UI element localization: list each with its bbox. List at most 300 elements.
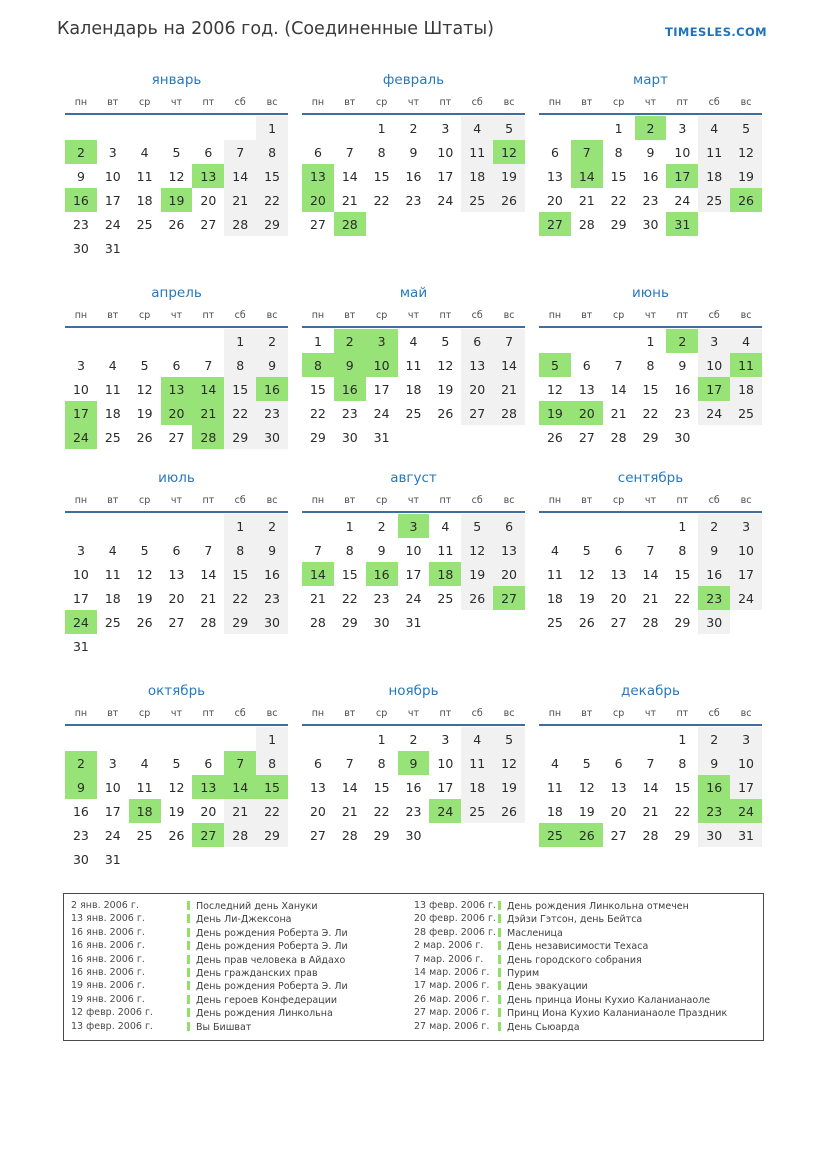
day-cell: 21 bbox=[341, 192, 358, 208]
day-cell: 16 bbox=[405, 168, 422, 184]
day-cell: 10 bbox=[730, 538, 762, 562]
day-cell: 30 bbox=[698, 610, 730, 634]
day-cell: 21 bbox=[642, 590, 659, 606]
month-row-3 bbox=[65, 470, 762, 658]
legend-date: 7 мар. 2006 г. bbox=[414, 953, 484, 965]
day-cell: 19 bbox=[437, 381, 454, 397]
day-cell: 29 bbox=[224, 610, 256, 634]
legend-name-cell bbox=[187, 994, 414, 1007]
weekday-label: ср bbox=[376, 310, 388, 321]
day-cell: 15 bbox=[341, 566, 358, 582]
legend-row bbox=[71, 954, 763, 967]
day-cell: 7 bbox=[224, 751, 256, 775]
day-cell: 8 bbox=[377, 144, 386, 160]
day-cell: 6 bbox=[204, 755, 213, 771]
day-cell: 16 bbox=[642, 168, 659, 184]
day-cell: 26 bbox=[571, 823, 603, 847]
empty-cell bbox=[192, 727, 224, 751]
days-grid bbox=[65, 514, 288, 658]
legend-name-cell bbox=[498, 980, 763, 993]
day-cell: 4 bbox=[461, 727, 493, 751]
header-rule bbox=[539, 113, 762, 115]
holiday-name: День эвакуации bbox=[507, 981, 588, 993]
day-cell: 28 bbox=[610, 429, 627, 445]
day-cell: 14 bbox=[302, 562, 334, 586]
day-cell: 17 bbox=[373, 381, 390, 397]
weekday-label: сб bbox=[234, 495, 246, 506]
day-cell: 7 bbox=[313, 542, 322, 558]
day-cell: 17 bbox=[698, 377, 730, 401]
weekday-header bbox=[65, 495, 288, 511]
day-cell: 18 bbox=[461, 164, 493, 188]
weekday-label: ср bbox=[376, 97, 388, 108]
legend-name-cell bbox=[498, 913, 763, 926]
holiday-tick-icon bbox=[498, 981, 501, 990]
day-cell: 5 bbox=[730, 116, 762, 140]
empty-cell bbox=[65, 329, 97, 353]
weekday-label: пт bbox=[676, 495, 689, 506]
day-cell: 31 bbox=[373, 429, 390, 445]
day-cell: 2 bbox=[409, 731, 418, 747]
day-cell: 16 bbox=[698, 775, 730, 799]
page-title: Календарь на 2006 год. (Соединенные Штаты) bbox=[57, 19, 495, 39]
weekday-label: чт bbox=[407, 97, 420, 108]
weekday-label: вт bbox=[107, 495, 119, 506]
day-cell: 27 bbox=[610, 827, 627, 843]
weekday-label: ср bbox=[376, 708, 388, 719]
empty-cell bbox=[539, 329, 571, 353]
day-cell: 1 bbox=[678, 518, 687, 534]
day-cell: 19 bbox=[136, 405, 153, 421]
day-cell: 3 bbox=[678, 120, 687, 136]
day-cell: 17 bbox=[104, 803, 121, 819]
day-cell: 9 bbox=[256, 353, 288, 377]
month-row-1 bbox=[65, 72, 762, 260]
day-cell: 28 bbox=[224, 212, 256, 236]
empty-cell bbox=[192, 329, 224, 353]
weekday-header bbox=[539, 495, 762, 511]
legend-date: 19 янв. 2006 г. bbox=[71, 980, 145, 992]
day-cell: 17 bbox=[437, 779, 454, 795]
day-cell: 9 bbox=[646, 144, 655, 160]
day-cell: 17 bbox=[65, 401, 97, 425]
legend-name-cell bbox=[498, 927, 763, 940]
day-cell: 27 bbox=[168, 614, 185, 630]
day-cell: 11 bbox=[730, 353, 762, 377]
month-title: апрель bbox=[151, 285, 202, 301]
day-cell: 10 bbox=[698, 353, 730, 377]
day-cell: 21 bbox=[341, 803, 358, 819]
day-cell: 8 bbox=[302, 353, 334, 377]
day-cell: 17 bbox=[405, 566, 422, 582]
day-cell: 11 bbox=[546, 566, 563, 582]
day-cell: 4 bbox=[140, 755, 149, 771]
day-cell: 26 bbox=[136, 429, 153, 445]
empty-cell bbox=[161, 329, 193, 353]
legend-name-cell bbox=[498, 1021, 763, 1034]
weekday-label: пн bbox=[74, 97, 88, 108]
empty-cell bbox=[129, 329, 161, 353]
day-cell: 28 bbox=[192, 425, 224, 449]
day-cell: 2 bbox=[65, 140, 97, 164]
day-cell: 25 bbox=[104, 429, 121, 445]
day-cell: 13 bbox=[546, 168, 563, 184]
day-cell: 3 bbox=[76, 542, 85, 558]
day-cell: 26 bbox=[168, 827, 185, 843]
empty-cell bbox=[97, 727, 129, 751]
day-cell: 25 bbox=[104, 614, 121, 630]
day-cell: 26 bbox=[493, 799, 525, 823]
legend-name-cell bbox=[498, 900, 763, 913]
weekday-label: пт bbox=[676, 97, 689, 108]
legend-date: 26 мар. 2006 г. bbox=[414, 993, 490, 1005]
weekday-label: пт bbox=[439, 495, 452, 506]
empty-cell bbox=[65, 116, 97, 140]
weekday-label: ср bbox=[613, 495, 625, 506]
legend-name-cell bbox=[187, 1007, 414, 1020]
day-cell: 6 bbox=[172, 542, 181, 558]
legend-date: 28 февр. 2006 г. bbox=[414, 926, 496, 938]
day-cell: 28 bbox=[642, 827, 659, 843]
day-cell: 29 bbox=[674, 827, 691, 843]
day-cell: 19 bbox=[578, 803, 595, 819]
day-cell: 19 bbox=[730, 164, 762, 188]
day-cell: 18 bbox=[104, 405, 121, 421]
legend-name-cell bbox=[187, 954, 414, 967]
header-rule bbox=[302, 113, 525, 115]
weekday-label: пт bbox=[676, 708, 689, 719]
day-cell: 17 bbox=[730, 562, 762, 586]
day-cell: 29 bbox=[256, 823, 288, 847]
day-cell: 3 bbox=[108, 144, 117, 160]
day-cell: 24 bbox=[104, 216, 121, 232]
days-grid bbox=[539, 329, 762, 449]
day-cell: 4 bbox=[108, 357, 117, 373]
weekday-label: вс bbox=[740, 708, 752, 719]
day-cell: 12 bbox=[136, 381, 153, 397]
weekday-label: чт bbox=[644, 495, 657, 506]
day-cell: 1 bbox=[646, 333, 655, 349]
day-cell: 27 bbox=[168, 429, 185, 445]
day-cell: 12 bbox=[578, 779, 595, 795]
day-cell: 30 bbox=[72, 851, 89, 867]
day-cell: 16 bbox=[256, 562, 288, 586]
weekday-header bbox=[539, 97, 762, 113]
day-cell: 24 bbox=[373, 405, 390, 421]
empty-cell bbox=[224, 727, 256, 751]
weekday-label: сб bbox=[708, 708, 720, 719]
day-cell: 30 bbox=[256, 425, 288, 449]
month-block bbox=[539, 285, 762, 449]
header-rule bbox=[539, 511, 762, 513]
day-cell: 13 bbox=[461, 353, 493, 377]
header-rule bbox=[65, 724, 288, 726]
day-cell: 22 bbox=[373, 192, 390, 208]
legend-name-cell bbox=[187, 1021, 414, 1034]
month-block bbox=[65, 470, 288, 658]
weekday-header bbox=[65, 708, 288, 724]
empty-cell bbox=[635, 514, 667, 538]
legend-row bbox=[71, 900, 763, 913]
day-cell: 24 bbox=[730, 799, 762, 823]
day-cell: 11 bbox=[104, 566, 121, 582]
empty-cell bbox=[603, 329, 635, 353]
weekday-label: пн bbox=[311, 310, 325, 321]
weekday-label: ср bbox=[613, 310, 625, 321]
day-cell: 27 bbox=[578, 429, 595, 445]
day-cell: 2 bbox=[635, 116, 667, 140]
empty-cell bbox=[161, 116, 193, 140]
weekday-label: сб bbox=[234, 708, 246, 719]
weekday-label: вс bbox=[740, 97, 752, 108]
days-grid bbox=[65, 116, 288, 260]
legend-row bbox=[71, 967, 763, 980]
holiday-tick-icon bbox=[498, 955, 501, 964]
day-cell: 15 bbox=[224, 377, 256, 401]
empty-cell bbox=[192, 116, 224, 140]
weekday-label: пн bbox=[311, 708, 325, 719]
day-cell: 22 bbox=[674, 803, 691, 819]
day-cell: 10 bbox=[72, 381, 89, 397]
weekday-label: чт bbox=[644, 97, 657, 108]
weekday-label: ср bbox=[139, 708, 151, 719]
holiday-name: День рождения Линкольна отмечен bbox=[507, 901, 689, 912]
weekday-label: вт bbox=[344, 708, 356, 719]
day-cell: 17 bbox=[730, 775, 762, 799]
empty-cell bbox=[334, 116, 366, 140]
day-cell: 8 bbox=[256, 751, 288, 775]
day-cell: 13 bbox=[578, 381, 595, 397]
legend-date: 12 февр. 2006 г. bbox=[71, 1007, 153, 1019]
holiday-tick-icon bbox=[187, 968, 190, 977]
day-cell: 22 bbox=[674, 590, 691, 606]
day-cell: 22 bbox=[642, 405, 659, 421]
holiday-name: День рождения Роберта Э. Ли bbox=[196, 941, 348, 953]
day-cell: 31 bbox=[72, 638, 89, 654]
day-cell: 22 bbox=[256, 799, 288, 823]
days-grid bbox=[302, 116, 525, 236]
weekday-label: пн bbox=[74, 310, 88, 321]
empty-cell bbox=[571, 116, 603, 140]
day-cell: 9 bbox=[698, 538, 730, 562]
holiday-name: Последний день Хануки bbox=[196, 901, 318, 912]
month-title: январь bbox=[151, 72, 202, 88]
day-cell: 11 bbox=[437, 542, 454, 558]
day-cell: 17 bbox=[437, 168, 454, 184]
weekday-label: пн bbox=[74, 708, 88, 719]
day-cell: 20 bbox=[610, 803, 627, 819]
day-cell: 8 bbox=[678, 542, 687, 558]
day-cell: 20 bbox=[168, 590, 185, 606]
weekday-label: чт bbox=[407, 310, 420, 321]
day-cell: 18 bbox=[104, 590, 121, 606]
weekday-label: вс bbox=[503, 97, 515, 108]
empty-cell bbox=[302, 116, 334, 140]
weekday-header bbox=[65, 310, 288, 326]
day-cell: 19 bbox=[161, 188, 193, 212]
days-grid bbox=[302, 514, 525, 634]
empty-cell bbox=[571, 514, 603, 538]
empty-cell bbox=[539, 514, 571, 538]
day-cell: 15 bbox=[373, 779, 390, 795]
holiday-tick-icon bbox=[498, 914, 501, 923]
legend-date: 17 мар. 2006 г. bbox=[414, 980, 490, 992]
day-cell: 12 bbox=[168, 779, 185, 795]
day-cell: 1 bbox=[313, 333, 322, 349]
holiday-tick-icon bbox=[187, 995, 190, 1004]
month-row-4 bbox=[65, 683, 762, 871]
days-grid bbox=[539, 514, 762, 634]
day-cell: 4 bbox=[108, 542, 117, 558]
day-cell: 8 bbox=[614, 144, 623, 160]
weekday-label: чт bbox=[170, 495, 183, 506]
day-cell: 9 bbox=[398, 751, 430, 775]
legend-date: 19 янв. 2006 г. bbox=[71, 993, 145, 1005]
day-cell: 30 bbox=[341, 429, 358, 445]
day-cell: 7 bbox=[646, 755, 655, 771]
day-cell: 21 bbox=[224, 188, 256, 212]
day-cell: 5 bbox=[461, 514, 493, 538]
day-cell: 19 bbox=[461, 562, 493, 586]
day-cell: 27 bbox=[493, 586, 525, 610]
header-rule bbox=[539, 326, 762, 328]
day-cell: 26 bbox=[437, 405, 454, 421]
weekday-label: вт bbox=[344, 495, 356, 506]
holiday-name: Дэйзи Гэтсон, день Бейтса bbox=[507, 914, 643, 926]
day-cell: 23 bbox=[698, 586, 730, 610]
legend-date: 13 февр. 2006 г. bbox=[414, 900, 496, 911]
weekday-label: ср bbox=[139, 97, 151, 108]
day-cell: 30 bbox=[405, 827, 422, 843]
weekday-label: вт bbox=[581, 310, 593, 321]
holiday-tick-icon bbox=[187, 914, 190, 923]
day-cell: 23 bbox=[674, 405, 691, 421]
day-cell: 28 bbox=[334, 212, 366, 236]
day-cell: 30 bbox=[674, 429, 691, 445]
day-cell: 28 bbox=[200, 614, 217, 630]
day-cell: 26 bbox=[493, 188, 525, 212]
day-cell: 16 bbox=[405, 779, 422, 795]
day-cell: 10 bbox=[405, 542, 422, 558]
empty-cell bbox=[334, 727, 366, 751]
weekday-label: сб bbox=[234, 97, 246, 108]
empty-cell bbox=[129, 727, 161, 751]
weekday-header bbox=[302, 495, 525, 511]
day-cell: 7 bbox=[571, 140, 603, 164]
day-cell: 1 bbox=[224, 329, 256, 353]
day-cell: 7 bbox=[493, 329, 525, 353]
day-cell: 14 bbox=[341, 779, 358, 795]
day-cell: 20 bbox=[461, 377, 493, 401]
days-grid bbox=[539, 116, 762, 236]
day-cell: 21 bbox=[610, 405, 627, 421]
day-cell: 25 bbox=[730, 401, 762, 425]
site-link[interactable]: TIMESLES.COM bbox=[665, 25, 767, 39]
day-cell: 1 bbox=[678, 731, 687, 747]
empty-cell bbox=[192, 514, 224, 538]
day-cell: 11 bbox=[698, 140, 730, 164]
day-cell: 27 bbox=[200, 216, 217, 232]
day-cell: 10 bbox=[437, 755, 454, 771]
weekday-label: чт bbox=[644, 708, 657, 719]
legend-row bbox=[71, 913, 763, 926]
holiday-tick-icon bbox=[498, 901, 501, 910]
day-cell: 4 bbox=[409, 333, 418, 349]
day-cell: 23 bbox=[405, 192, 422, 208]
day-cell: 19 bbox=[136, 590, 153, 606]
holiday-name: Пурим bbox=[507, 968, 540, 980]
day-cell: 12 bbox=[493, 140, 525, 164]
month-block bbox=[539, 470, 762, 658]
weekday-label: чт bbox=[170, 97, 183, 108]
day-cell: 1 bbox=[377, 731, 386, 747]
day-cell: 5 bbox=[441, 333, 450, 349]
days-grid bbox=[302, 727, 525, 847]
empty-cell bbox=[571, 727, 603, 751]
day-cell: 25 bbox=[405, 405, 422, 421]
holiday-name: День Сьюарда bbox=[507, 1021, 580, 1033]
weekday-label: пт bbox=[202, 495, 215, 506]
day-cell: 14 bbox=[200, 566, 217, 582]
day-cell: 27 bbox=[309, 216, 326, 232]
day-cell: 18 bbox=[136, 192, 153, 208]
legend-name-cell bbox=[187, 967, 414, 980]
day-cell: 16 bbox=[334, 377, 366, 401]
day-cell: 1 bbox=[614, 120, 623, 136]
legend-name-cell bbox=[498, 954, 763, 967]
day-cell: 5 bbox=[493, 116, 525, 140]
holiday-name: День прав человека в Айдахо bbox=[196, 954, 346, 966]
weekday-label: вт bbox=[581, 708, 593, 719]
month-block bbox=[65, 683, 288, 871]
day-cell: 24 bbox=[674, 192, 691, 208]
day-cell: 20 bbox=[546, 192, 563, 208]
weekday-label: сб bbox=[471, 708, 483, 719]
month-title: сентябрь bbox=[617, 470, 684, 486]
day-cell: 6 bbox=[313, 144, 322, 160]
day-cell: 7 bbox=[224, 140, 256, 164]
day-cell: 8 bbox=[377, 755, 386, 771]
day-cell: 6 bbox=[493, 514, 525, 538]
day-cell: 15 bbox=[674, 566, 691, 582]
month-block bbox=[65, 285, 288, 449]
day-cell: 25 bbox=[461, 799, 493, 823]
day-cell: 27 bbox=[192, 823, 224, 847]
day-cell: 14 bbox=[610, 381, 627, 397]
day-cell: 24 bbox=[698, 401, 730, 425]
day-cell: 21 bbox=[309, 590, 326, 606]
day-cell: 7 bbox=[204, 542, 213, 558]
day-cell: 21 bbox=[493, 377, 525, 401]
empty-cell bbox=[603, 727, 635, 751]
weekday-header bbox=[539, 310, 762, 326]
weekday-label: сб bbox=[708, 310, 720, 321]
day-cell: 2 bbox=[698, 514, 730, 538]
day-cell: 15 bbox=[256, 164, 288, 188]
day-cell: 26 bbox=[730, 188, 762, 212]
day-cell: 31 bbox=[104, 851, 121, 867]
day-cell: 27 bbox=[309, 827, 326, 843]
empty-cell bbox=[97, 116, 129, 140]
day-cell: 11 bbox=[405, 357, 422, 373]
holiday-tick-icon bbox=[498, 928, 501, 937]
day-cell: 6 bbox=[550, 144, 559, 160]
empty-cell bbox=[97, 329, 129, 353]
day-cell: 6 bbox=[614, 542, 623, 558]
day-cell: 7 bbox=[646, 542, 655, 558]
day-cell: 16 bbox=[256, 377, 288, 401]
day-cell: 6 bbox=[313, 755, 322, 771]
